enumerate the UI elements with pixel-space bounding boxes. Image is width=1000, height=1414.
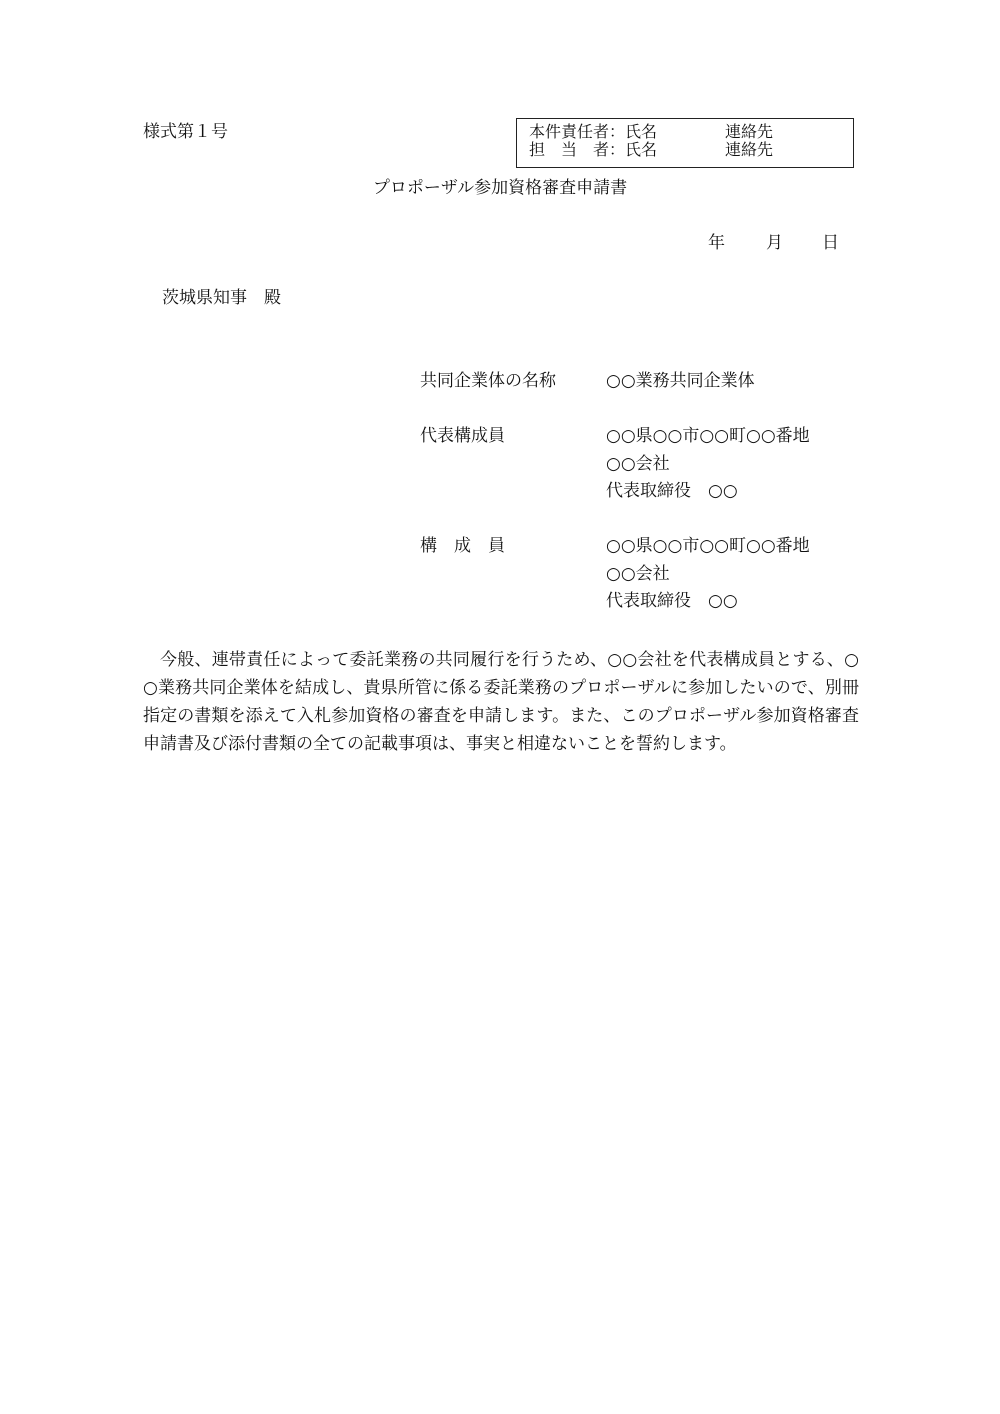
member-title-name: 代表取締役 ○○: [606, 591, 738, 611]
member-address: ○○県○○市○○町○○番地: [606, 536, 810, 556]
contact-row-staff: [529, 142, 773, 158]
contact-box: [516, 118, 854, 168]
representative-title-name: 代表取締役 ○○: [606, 481, 738, 501]
representative-address: ○○県○○市○○町○○番地: [606, 426, 810, 446]
jv-name-label: 共同企業体の名称: [420, 371, 556, 391]
responsible-contact-label: 連絡先: [725, 122, 774, 141]
member-company: ○○会社: [606, 564, 670, 584]
staff-contact-label: 連絡先: [725, 140, 774, 159]
form-number: 様式第１号: [143, 122, 228, 142]
member-label: 構 成 員: [420, 536, 505, 556]
jv-name-value: ○○業務共同企業体: [606, 371, 755, 391]
date-month-label: 月: [766, 233, 783, 253]
staff-person-label: 担 当 者：氏名: [529, 140, 658, 159]
addressee: 茨城県知事 殿: [162, 288, 281, 308]
responsible-person-label: 本件責任者：氏名: [529, 122, 658, 141]
body-paragraph: 今般、連帯責任によって委託業務の共同履行を行うため、○○会社を代表構成員とする、○○業務共同企業体を結成し、貴県所管に係る委託業務のプロポーザルに参加したいので、別冊指定の書類を添えて入札参加資格の審査を申請します。また、このプロポーザル参加資格審査申請書及び添付書類の全ての記載事項は、事実と相違ないことを誓約します。: [143, 650, 859, 754]
representative-label: 代表構成員: [420, 426, 505, 446]
representative-company: ○○会社: [606, 454, 670, 474]
date-day-label: 日: [822, 233, 839, 253]
document-title: プロポーザル参加資格審査申請書: [372, 178, 628, 198]
contact-row-responsible: [529, 124, 773, 140]
date-line: [708, 235, 839, 252]
date-year-label: 年: [708, 233, 725, 253]
